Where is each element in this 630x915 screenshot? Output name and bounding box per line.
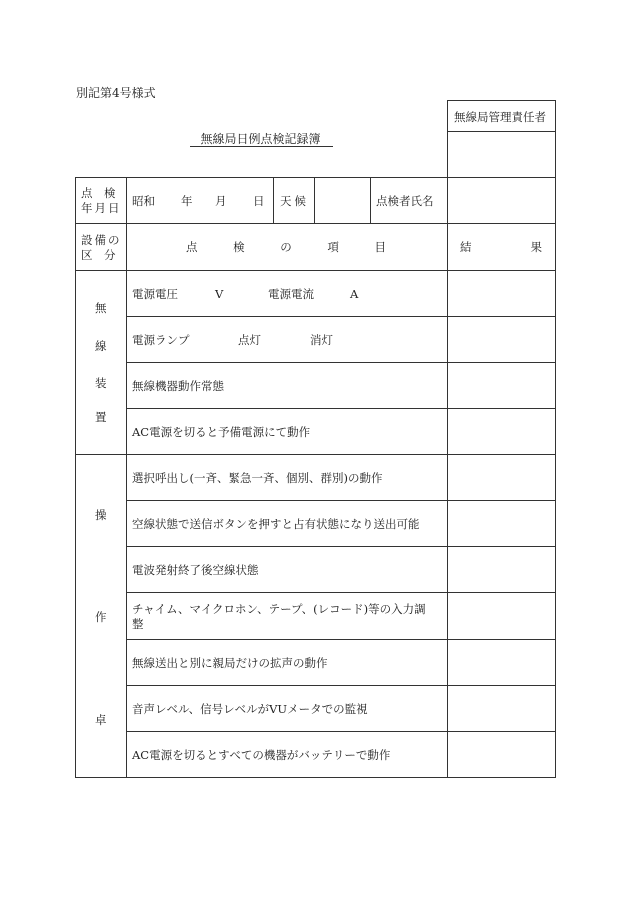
category-header-line1: 設備の: [81, 233, 122, 247]
category-column-line: [126, 177, 127, 778]
info-cell-line-weather: [273, 177, 274, 224]
manager-box-left-border: [447, 100, 448, 178]
section2-category-char: 操: [95, 508, 107, 522]
item-idle-after-tx: 電波発射終了後空線状態: [132, 563, 259, 577]
item-selective-call: 選択呼出し(一斉、緊急一斉、個別、群別)の動作: [132, 471, 383, 485]
item-voltage-unit: V: [215, 287, 224, 301]
date-label-line1-text: 点 検: [81, 186, 116, 200]
row-line: [126, 546, 556, 547]
items-header-char: 項: [327, 240, 339, 254]
table-top-border: [75, 177, 556, 178]
year-label: 年: [181, 194, 193, 208]
row-line: [126, 408, 556, 409]
items-header-char: 検: [233, 240, 245, 254]
items-header-char: 目: [374, 240, 386, 254]
items-header-char: の: [280, 240, 292, 254]
result-column-line: [447, 177, 448, 778]
result-header-char: 結: [460, 240, 472, 254]
inspector-label: 点検者氏名: [376, 194, 434, 208]
section2-category-char: 卓: [95, 713, 107, 727]
date-label-line1: [81, 186, 119, 200]
item-power-lamp: 電源ランプ: [132, 333, 190, 347]
item-power-current: 電源電流: [268, 287, 314, 301]
section1-category-char: 置: [95, 410, 107, 424]
info-cell-line-weather-value: [314, 177, 315, 224]
title-underline: [190, 146, 333, 147]
item-power-voltage: 電源電圧: [132, 287, 178, 301]
manager-label: 無線局管理責任者: [454, 110, 546, 124]
result-header: [460, 240, 542, 254]
row-line: [126, 316, 556, 317]
date-label-line2: 年月日: [81, 201, 122, 215]
row-line: [126, 731, 556, 732]
section1-category-char: 線: [95, 339, 107, 353]
item-input-adjust: チャイム、マイクロホン、テープ、(レコード)等の入力調: [132, 602, 426, 616]
item-local-pa: 無線送出と別に親局だけの拡声の動作: [132, 656, 328, 670]
item-current-unit: A: [350, 287, 359, 301]
month-label: 月: [215, 194, 227, 208]
items-header: [186, 240, 386, 254]
item-lamp-on: 点灯: [238, 333, 261, 347]
info-cell-line-inspector: [370, 177, 371, 224]
era-label: 昭和: [132, 194, 155, 208]
items-header-char: 点: [186, 240, 198, 254]
form-id: 別記第4号様式: [76, 86, 156, 100]
table-bottom-border: [75, 777, 556, 778]
manager-box-top-border: [447, 100, 556, 101]
row-line-info-bottom: [75, 223, 556, 224]
weather-label: 天候: [280, 194, 309, 208]
item-ac-backup: AC電源を切ると予備電源にて動作: [132, 425, 311, 439]
row-line-header-bottom: [75, 270, 556, 271]
result-header-char: 果: [530, 240, 542, 254]
section2-category-char: 作: [95, 610, 107, 624]
manager-box-divider: [447, 131, 556, 132]
row-line: [126, 500, 556, 501]
item-vu-meter: 音声レベル、信号レベルがVUメータでの監視: [132, 702, 368, 716]
page-title: 無線局日例点検記録簿: [200, 132, 321, 146]
category-header-line2: 区 分: [81, 248, 116, 262]
item-send-button: 空線状態で送信ボタンを押すと占有状態になり送出可能: [132, 517, 420, 531]
item-lamp-off: 消灯: [310, 333, 333, 347]
row-line: [126, 592, 556, 593]
table-left-border: [75, 177, 76, 778]
item-ac-battery: AC電源を切るとすべての機器がバッテリーで動作: [132, 748, 391, 762]
item-input-adjust-cont: 整: [132, 617, 144, 631]
row-line: [126, 362, 556, 363]
row-line: [126, 639, 556, 640]
day-label: 日: [253, 194, 265, 208]
item-radio-normal: 無線機器動作常態: [132, 379, 224, 393]
section1-category-char: 装: [95, 376, 107, 390]
section-divider: [75, 454, 556, 455]
section1-category-char: 無: [95, 301, 107, 315]
row-line: [126, 685, 556, 686]
table-right-border: [555, 100, 556, 778]
